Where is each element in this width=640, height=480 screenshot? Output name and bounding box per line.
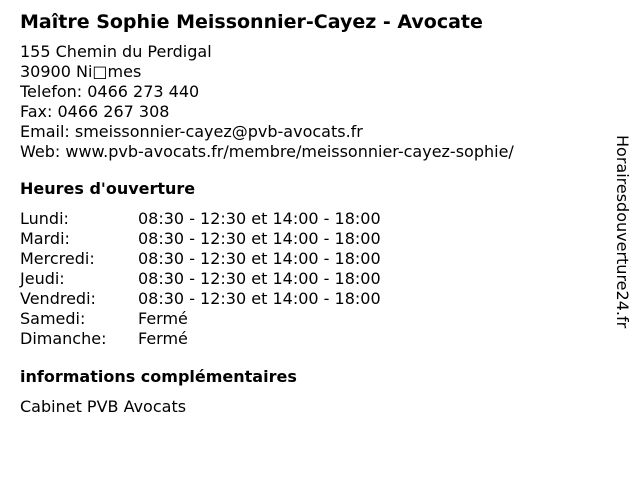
address-street: 155 Chemin du Perdigal xyxy=(20,42,212,61)
page-title: Maître Sophie Meissonnier-Cayez - Avocate xyxy=(20,11,483,33)
info-heading: informations complémentaires xyxy=(20,367,297,386)
hours-day: Mardi: xyxy=(20,229,70,248)
address-city: 30900 Ni□mes xyxy=(20,62,142,81)
hours-row-samedi xyxy=(20,309,600,329)
hours-day: Samedi: xyxy=(20,309,86,328)
site-watermark: Horairesdouverture24.fr xyxy=(613,135,632,329)
hours-heading: Heures d'ouverture xyxy=(20,179,196,198)
hours-day: Dimanche: xyxy=(20,329,107,348)
hours-time: 08:30 - 12:30 et 14:00 - 18:00 xyxy=(138,289,381,308)
hours-day: Mercredi: xyxy=(20,249,95,268)
email-line: Email: smeissonnier-cayez@pvb-avocats.fr xyxy=(20,122,363,141)
hours-time: 08:30 - 12:30 et 14:00 - 18:00 xyxy=(138,229,381,248)
hours-row-mardi xyxy=(20,229,600,249)
hours-time: Fermé xyxy=(138,329,188,348)
hours-time: Fermé xyxy=(138,309,188,328)
hours-row-vendredi xyxy=(20,289,600,309)
hours-day: Vendredi: xyxy=(20,289,96,308)
hours-row-jeudi xyxy=(20,269,600,289)
web-line: Web: www.pvb-avocats.fr/membre/meissonnier-cayez-sophie/ xyxy=(20,142,514,161)
hours-row-lundi xyxy=(20,209,600,229)
hours-day: Lundi: xyxy=(20,209,69,228)
hours-table xyxy=(20,209,600,349)
info-text: Cabinet PVB Avocats xyxy=(20,397,187,416)
business-card xyxy=(20,10,600,417)
fax-line: Fax: 0466 267 308 xyxy=(20,102,170,121)
hours-row-dimanche xyxy=(20,329,600,349)
hours-time: 08:30 - 12:30 et 14:00 - 18:00 xyxy=(138,269,381,288)
phone-line: Telefon: 0466 273 440 xyxy=(20,82,200,101)
hours-time: 08:30 - 12:30 et 14:00 - 18:00 xyxy=(138,249,381,268)
hours-time: 08:30 - 12:30 et 14:00 - 18:00 xyxy=(138,209,381,228)
hours-day: Jeudi: xyxy=(20,269,65,288)
hours-row-mercredi xyxy=(20,249,600,269)
contact-block xyxy=(20,42,600,162)
